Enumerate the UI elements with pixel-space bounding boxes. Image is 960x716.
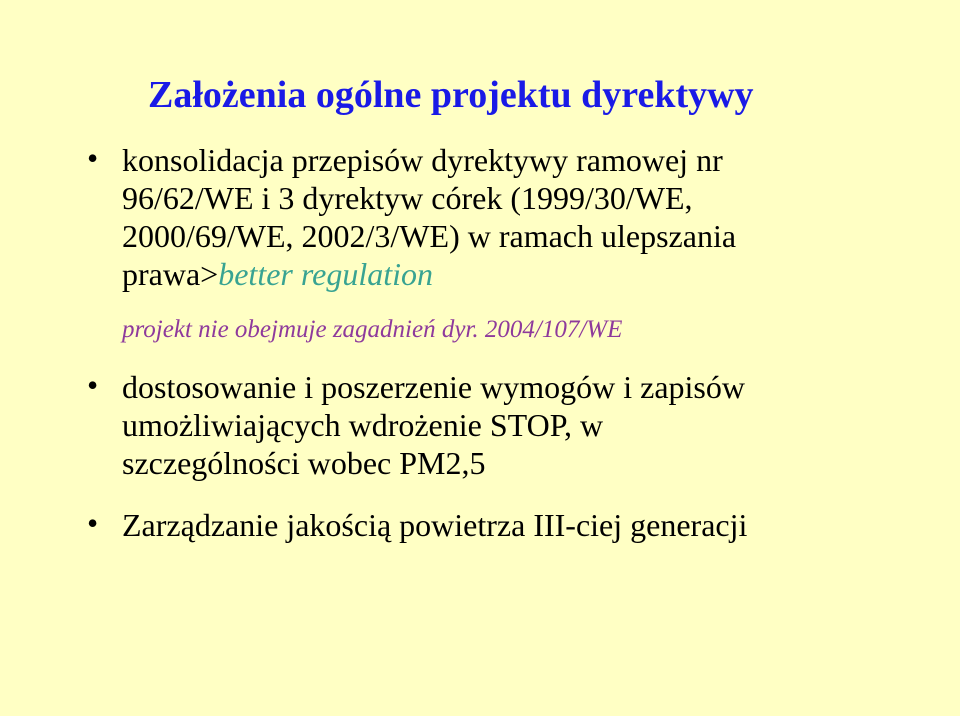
bullet-dot: • <box>87 140 99 176</box>
slide-title: Założenia ogólne projektu dyrektywy <box>148 74 754 116</box>
scope-note: projekt nie obejmuje zagadnień dyr. 2004/107/WE <box>122 316 623 343</box>
bullet-text <box>122 141 736 293</box>
bullet-dot: • <box>87 367 99 403</box>
bullet-dot: • <box>87 505 99 541</box>
bullet-line-prefix: prawa> <box>122 256 219 292</box>
better-regulation-accent: better regulation <box>218 256 433 292</box>
bullet-text <box>122 368 745 482</box>
bullet-line: 96/62/WE i 3 dyrektyw córek (1999/30/WE, <box>122 180 693 216</box>
bullet-line: szczególności wobec PM2,5 <box>122 445 486 481</box>
bullet-line: konsolidacja przepisów dyrektywy ramowej nr <box>122 142 723 178</box>
bullet-line: umożliwiających wdrożenie STOP, w <box>122 407 604 443</box>
bullet-line: 2000/69/WE, 2002/3/WE) w ramach ulepszania <box>122 218 737 254</box>
bullet-text: Zarządzanie jakością powietrza III-ciej generacji <box>122 507 748 543</box>
bullet-line: dostosowanie i poszerzenie wymogów i zapisów <box>122 369 745 405</box>
bullet-line <box>122 255 736 293</box>
